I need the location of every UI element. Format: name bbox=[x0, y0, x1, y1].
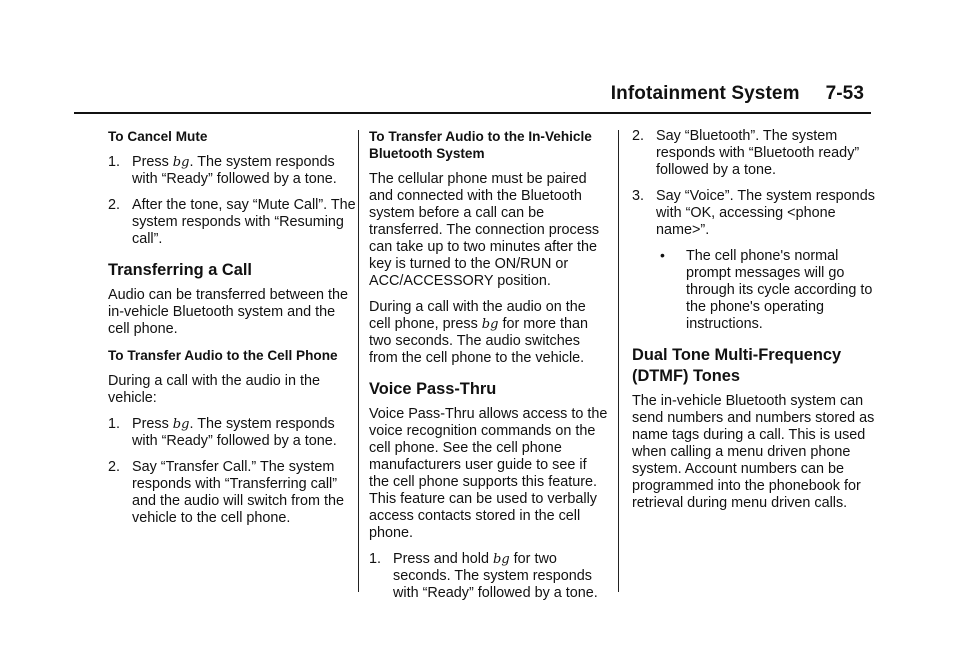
header-rule bbox=[74, 112, 871, 114]
subheading-cancel-mute: To Cancel Mute bbox=[108, 129, 208, 144]
column-1 bbox=[108, 128, 358, 536]
step-item: 1. Press and hold bg for two seconds. The system responds with “Ready” followed by a tone. bbox=[369, 551, 598, 601]
heading-transferring-call: Transferring a Call bbox=[108, 261, 252, 279]
step-item: 3. Say “Voice”. The system responds with “OK, accessing <phone name>”. bbox=[632, 188, 875, 238]
step-item: 2. Say “Transfer Call.” The system responds with “Transferring call” and the audio will switch from the vehicle to the cell phone. bbox=[108, 459, 344, 526]
step-item: 1. Press bg. The system responds with “Ready” followed by a tone. bbox=[108, 416, 337, 449]
section-title: Infotainment System bbox=[610, 83, 800, 104]
paragraph: The in-vehicle Bluetooth system can send numbers and numbers stored as name tags during a call. This is used when calling a menu driven phone system. Account numbers can be programmed into the phonebook for retrieval during menu driven calls. bbox=[632, 393, 875, 511]
paragraph: During a call with the audio on the cell phone, press bg for more than two seconds. The audio switches from the cell phone to the vehicle. bbox=[369, 299, 589, 366]
push-to-talk-icon: bg bbox=[481, 317, 499, 332]
push-to-talk-icon: bg bbox=[172, 155, 190, 170]
step-item: 2. Say “Bluetooth”. The system responds with “Bluetooth ready” followed by a tone. bbox=[632, 128, 860, 178]
paragraph: The cellular phone must be paired and connected with the Bluetooth system before a call can be transferred. The connection process can take up to two minutes after the key is turned to the ON/RUN or ACC/ACCESSORY position. bbox=[369, 171, 600, 289]
subheading-to-cell-phone: To Transfer Audio to the Cell Phone bbox=[108, 348, 338, 363]
column-3 bbox=[632, 128, 877, 521]
push-to-talk-icon: bg bbox=[493, 552, 510, 567]
running-head bbox=[611, 83, 864, 105]
bullet-icon: • bbox=[660, 247, 665, 263]
bullet-item: • The cell phone's normal prompt messages will go through its cycle according to the phone's operating instructions. bbox=[660, 247, 873, 332]
paragraph: Voice Pass-Thru allows access to the voice recognition commands on the cell phone. See the cell phone manufacturers user guide to see if the cell phone supports this feature. This feature can be used to verbally access contacts stored in the cell phone. bbox=[369, 406, 608, 541]
paragraph: Audio can be transferred between the in-vehicle Bluetooth system and the cell phone. bbox=[108, 287, 349, 337]
page-header bbox=[0, 76, 960, 116]
subheading-to-vehicle: To Transfer Audio to the In-Vehicle Bluetooth System bbox=[369, 129, 592, 161]
heading-voice-pass-thru: Voice Pass-Thru bbox=[369, 380, 497, 398]
column-divider-1 bbox=[358, 130, 359, 592]
page-number: 7-53 bbox=[825, 83, 864, 104]
step-item: 1. Press bg. The system responds with “Ready” followed by a tone. bbox=[108, 154, 337, 187]
column-2 bbox=[369, 128, 609, 611]
column-divider-2 bbox=[618, 130, 619, 592]
step-item: 2. After the tone, say “Mute Call”. The system responds with “Resuming call”. bbox=[108, 197, 356, 247]
push-to-talk-icon: bg bbox=[172, 417, 190, 432]
paragraph: During a call with the audio in the vehicle: bbox=[108, 373, 320, 406]
heading-dtmf-tones: Dual Tone Multi-Frequency (DTMF) Tones bbox=[632, 346, 842, 385]
